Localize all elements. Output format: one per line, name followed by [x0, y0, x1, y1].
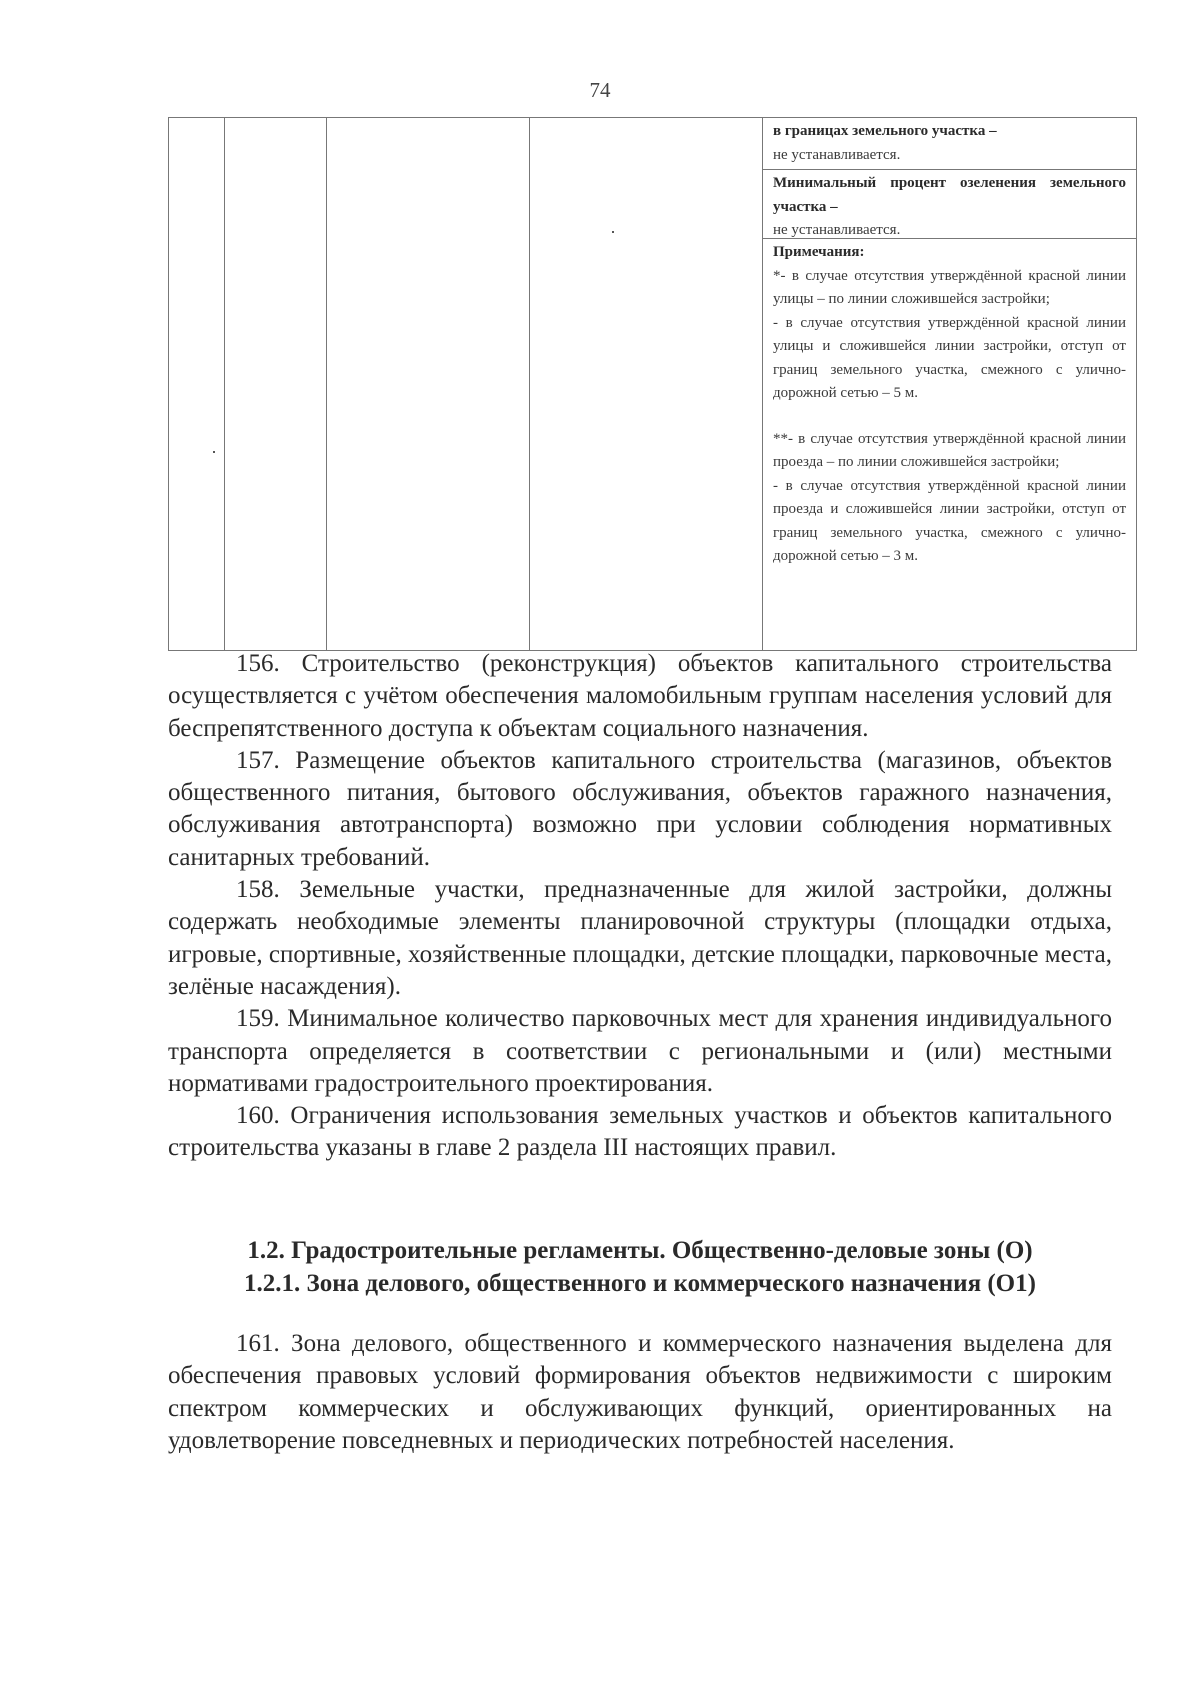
body-paragraphs-top	[168, 648, 1112, 1165]
paragraph-159: 159. Минимальное количество парковочных мест для хранения индивидуального транспорта определяется в соответствии с региональными и (или) местными нормативами градостроительного проектирования.	[168, 1005, 1112, 1097]
table-cell-notes	[763, 239, 1137, 651]
table-cell-greening	[763, 170, 1137, 239]
notes-title: Примечания:	[773, 244, 865, 260]
paragraph-160: 160. Ограничения использования земельных участков и объектов капитального строительства указаны в главе 2 раздела III настоящих правил.	[168, 1102, 1112, 1162]
note-item: *- в случае отсутствия утверждённой красной линии улицы – по линии сложившейся застройки;	[773, 267, 1126, 307]
cell-heading: в границах земельного участка –	[773, 123, 997, 139]
heading-zone-o1: 1.2.1. Зона делового, общественного и коммерческого назначения (О1)	[244, 1270, 1036, 1297]
paragraph-158: 158. Земельные участки, предназначенные для жилой застройки, должны содержать необходимые элементы планировочной структуры (площадки отдыха, игровые, спортивные, хозяйственные площадки, детские площадки, парковочные места, зелёные насаждения).	[168, 876, 1112, 1000]
table-cell-land-boundary	[763, 118, 1137, 170]
scan-speck	[612, 231, 614, 233]
paragraph-157: 157. Размещение объектов капитального строительства (магазинов, объектов общественного питания, бытового обслуживания, объектов гаражного назначения, обслуживания автотранспорта) возможно при условии соблюдения нормативных санитарных требований.	[168, 746, 1112, 871]
heading-zone-group: 1.2. Градостроительные регламенты. Общественно-деловые зоны (О)	[247, 1237, 1033, 1264]
note-item: - в случае отсутствия утверждённой красной линии улицы и сложившейся линии застройки, отступ от границ земельного участка, смежного с улично-дорожной сетью – 5 м.	[773, 314, 1126, 401]
page-number: 74	[589, 78, 611, 102]
table-cell-empty	[225, 118, 327, 651]
paragraph-156: 156. Строительство (реконструкция) объектов капитального строительства осуществляется с учётом обеспечения маломобильным группам населения условий для беспрепятственного доступа к объектам социального назначения.	[168, 650, 1112, 742]
table-cell-empty	[530, 118, 763, 651]
scan-speck	[213, 451, 215, 453]
table-cell-empty	[327, 118, 530, 651]
cell-heading: Минимальный процент озеленения земельного участка –	[773, 175, 1126, 215]
cell-value: не устанавливается.	[773, 146, 901, 163]
table-cell-empty	[169, 118, 225, 651]
cell-value: не устанавливается.	[773, 222, 901, 238]
section-heading	[168, 1234, 1112, 1300]
note-item: - в случае отсутствия утверждённой красной линии проезда и сложившейся линии застройки, отступ от границ земельного участка, смежного с улично-дорожной сетью – 3 м.	[773, 477, 1126, 564]
paragraph-161: 161. Зона делового, общественного и коммерческого назначения выделена для обеспечения правовых условий формирования объектов недвижимости с широким спектром коммерческих и обслуживающих функций, ориентированных на удовлетворение повседневных и периодических потребностей населения.	[168, 1330, 1112, 1454]
note-item: **- в случае отсутствия утверждённой красной линии проезда – по линии сложившейся застройки;	[773, 430, 1126, 470]
body-paragraph-bottom	[168, 1328, 1112, 1457]
regulation-table	[168, 117, 1137, 651]
